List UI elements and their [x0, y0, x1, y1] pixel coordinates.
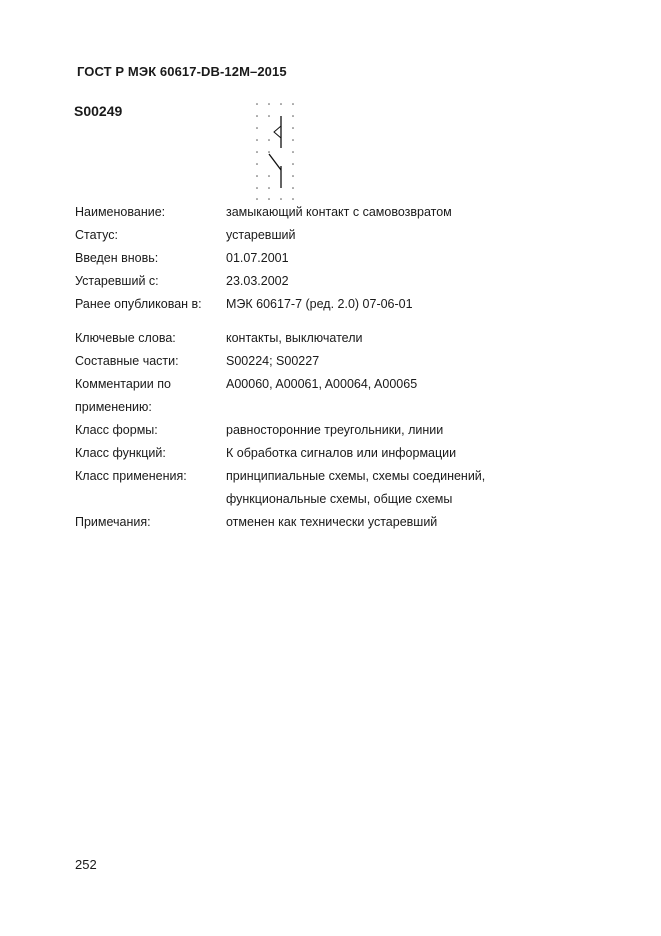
property-label: Класс функций:	[75, 446, 166, 460]
property-label: Введен вновь:	[75, 251, 159, 265]
property-label: Класс применения:	[75, 469, 187, 483]
symbol-code: S00249	[74, 103, 123, 119]
property-value: МЭК 60617-7 (ред. 2.0) 07-06-01	[226, 297, 413, 311]
page-number: 252	[75, 857, 97, 872]
property-value: A00060, A00061, A00064, A00065	[226, 377, 418, 391]
property-value: 01.07.2001	[226, 251, 289, 265]
document-header: ГОСТ Р МЭК 60617-DB-12M–2015	[77, 64, 287, 79]
property-value: контакты, выключатели	[226, 331, 363, 345]
property-value: принципиальные схемы, схемы соединений,	[226, 469, 486, 483]
symbol-figure	[250, 98, 300, 203]
property-label: Комментарии по	[75, 377, 171, 391]
property-label: Наименование:	[75, 205, 166, 219]
property-label: Примечания:	[75, 515, 151, 529]
property-value: S00224; S00227	[226, 354, 320, 368]
property-value: устаревший	[226, 228, 296, 242]
property-label: Ранее опубликован в:	[75, 297, 202, 311]
property-value: равносторонние треугольники, линии	[226, 423, 444, 437]
property-label: Устаревший с:	[75, 274, 159, 288]
property-value: функциональные схемы, общие схемы	[226, 492, 453, 506]
property-value: К обработка сигналов или информации	[226, 446, 457, 460]
property-value: отменен как технически устаревший	[226, 515, 438, 529]
contact-symbol	[269, 116, 281, 188]
property-label: Класс формы:	[75, 423, 158, 437]
property-value: замыкающий контакт с самовозвратом	[226, 205, 452, 219]
property-label: Составные части:	[75, 354, 179, 368]
property-value: 23.03.2002	[226, 274, 289, 288]
property-label: применению:	[75, 400, 152, 414]
property-label: Статус:	[75, 228, 118, 242]
grid-dots	[256, 103, 294, 200]
property-label: Ключевые слова:	[75, 331, 176, 345]
